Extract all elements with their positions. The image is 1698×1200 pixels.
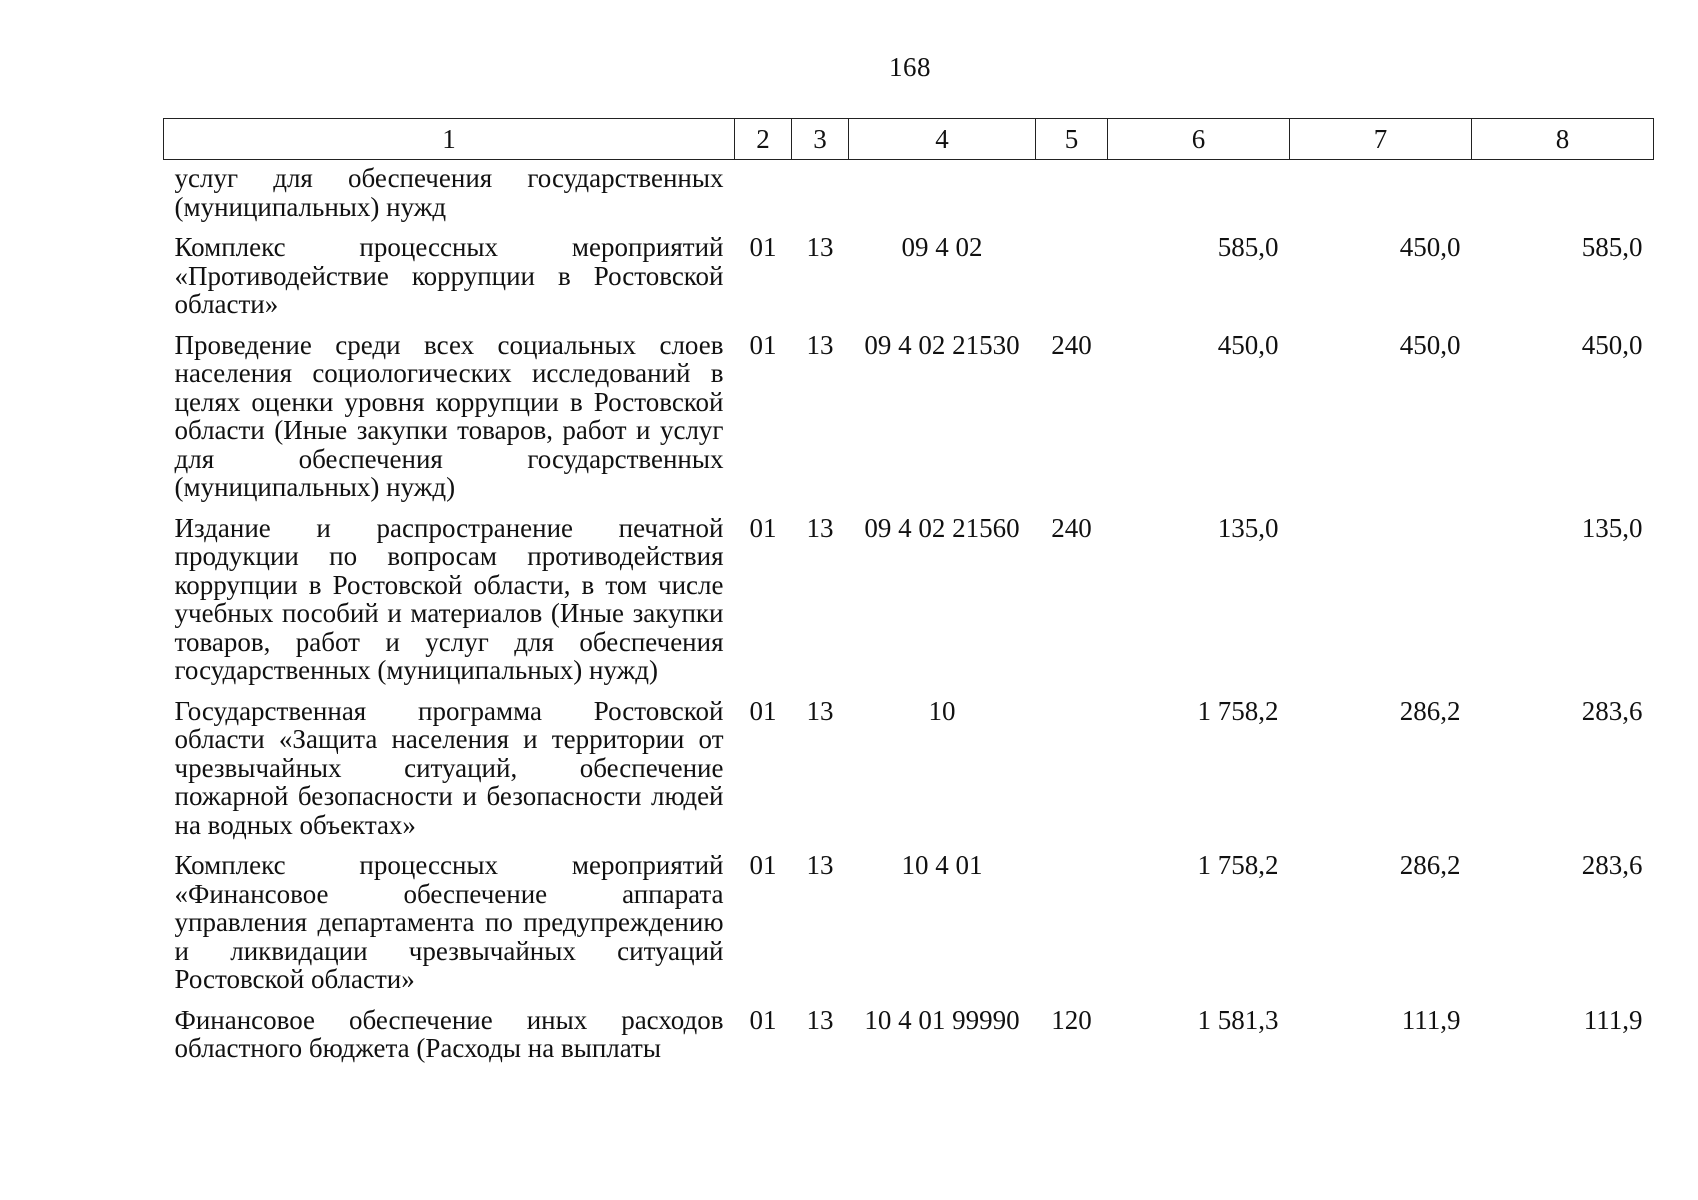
row-subsection: 13 xyxy=(806,695,834,726)
row-expense-type xyxy=(1036,685,1108,840)
row-amount-col8 xyxy=(1472,160,1654,222)
row-subsection: 13 xyxy=(806,329,834,360)
row-amount-col7: 286,2 xyxy=(1399,695,1461,726)
header-col-8: 8 xyxy=(1472,119,1654,160)
table-row xyxy=(164,319,1654,502)
row-subsection xyxy=(792,160,849,222)
row-section: 01 xyxy=(749,232,777,262)
row-amount-col7 xyxy=(1290,502,1472,685)
row-amount-col8: 135,0 xyxy=(1581,512,1643,543)
row-description: Комплекс процессных мероприятий «Финансовое обеспечение аппарата управления департамента по предупреждению и ликвидации чрезвычайных ситуаций Ростовской области» xyxy=(174,850,724,994)
row-amount-col6 xyxy=(1108,160,1290,222)
table-header xyxy=(164,119,1654,160)
table-row xyxy=(164,685,1654,840)
row-expense-type xyxy=(1036,839,1108,994)
row-amount-col8: 283,6 xyxy=(1581,850,1643,880)
row-amount-col8: 450,0 xyxy=(1581,329,1643,360)
row-expense-type xyxy=(1036,221,1108,319)
row-amount-col7: 111,9 xyxy=(1401,1004,1461,1035)
row-target-article: 10 4 01 99990 xyxy=(864,1004,1020,1035)
row-section: 01 xyxy=(749,695,777,726)
row-section: 01 xyxy=(749,1004,777,1035)
table-row xyxy=(164,160,1654,222)
page-number: 168 xyxy=(889,52,931,82)
row-amount-col7 xyxy=(1290,160,1472,222)
row-section: 01 xyxy=(749,329,777,360)
header-row xyxy=(164,119,1654,160)
row-target-article: 09 4 02 xyxy=(901,232,983,262)
row-target-article: 09 4 02 21560 xyxy=(864,512,1020,543)
header-col-2: 2 xyxy=(735,119,792,160)
row-amount-col6: 450,0 xyxy=(1217,329,1279,360)
header-col-3: 3 xyxy=(792,119,849,160)
header-col-4: 4 xyxy=(849,119,1036,160)
header-col-5: 5 xyxy=(1036,119,1108,160)
row-description: Финансовое обеспечение иных расходов областного бюджета (Расходы на выплаты xyxy=(174,1004,724,1063)
row-target-article xyxy=(849,160,1036,222)
row-description: Государственная программа Ростовской области «Защита населения и территории от чрезвычайных ситуаций, обеспечение пожарной безопасности и безопасности людей на водных объектах» xyxy=(174,695,724,840)
row-section: 01 xyxy=(749,850,777,880)
row-description: Комплекс процессных мероприятий «Противодействие коррупции в Ростовской области» xyxy=(174,232,724,319)
table-row xyxy=(164,221,1654,319)
header-col-1: 1 xyxy=(164,119,735,160)
row-amount-col7: 450,0 xyxy=(1399,329,1461,360)
row-subsection: 13 xyxy=(806,232,834,262)
row-amount-col7: 450,0 xyxy=(1399,232,1461,262)
row-amount-col8: 585,0 xyxy=(1581,232,1643,262)
row-subsection: 13 xyxy=(806,512,834,543)
table-row xyxy=(164,502,1654,685)
row-amount-col8: 111,9 xyxy=(1583,1004,1643,1035)
header-col-7: 7 xyxy=(1290,119,1472,160)
table-body xyxy=(164,160,1654,1063)
header-col-6: 6 xyxy=(1108,119,1290,160)
row-target-article: 09 4 02 21530 xyxy=(864,329,1020,360)
row-expense-type: 240 xyxy=(1051,329,1092,360)
row-section xyxy=(735,160,792,222)
budget-table xyxy=(163,118,1654,1063)
row-target-article: 10 xyxy=(928,695,956,726)
row-amount-col6: 1 581,3 xyxy=(1197,1004,1279,1035)
row-section: 01 xyxy=(749,512,777,543)
row-expense-type: 120 xyxy=(1051,1004,1092,1035)
row-amount-col7: 286,2 xyxy=(1399,850,1461,880)
row-subsection: 13 xyxy=(806,850,834,880)
row-amount-col6: 1 758,2 xyxy=(1197,850,1279,880)
row-description: Издание и распространение печатной продукции по вопросам противодействия коррупции в Ростовской области, в том числе учебных пособий и материалов (Иные закупки товаров, работ и услуг для обеспечения государственных (муниципальных) нужд) xyxy=(174,512,724,685)
row-expense-type: 240 xyxy=(1051,512,1092,543)
table-row xyxy=(164,994,1654,1063)
table-row xyxy=(164,839,1654,994)
row-description: Проведение среди всех социальных слоев населения социологических исследований в целях оценки уровня коррупции в Ростовской области (Иные закупки товаров, работ и услуг для обеспечения государственных (муниципальных) нужд) xyxy=(174,329,724,502)
row-amount-col8: 283,6 xyxy=(1581,695,1643,726)
row-subsection: 13 xyxy=(806,1004,834,1035)
row-amount-col6: 1 758,2 xyxy=(1197,695,1279,726)
row-expense-type xyxy=(1036,160,1108,222)
row-amount-col6: 585,0 xyxy=(1217,232,1279,262)
row-description: услуг для обеспечения государственных (муниципальных) нужд xyxy=(174,163,724,222)
row-amount-col6: 135,0 xyxy=(1217,512,1279,543)
row-target-article: 10 4 01 xyxy=(901,850,983,880)
